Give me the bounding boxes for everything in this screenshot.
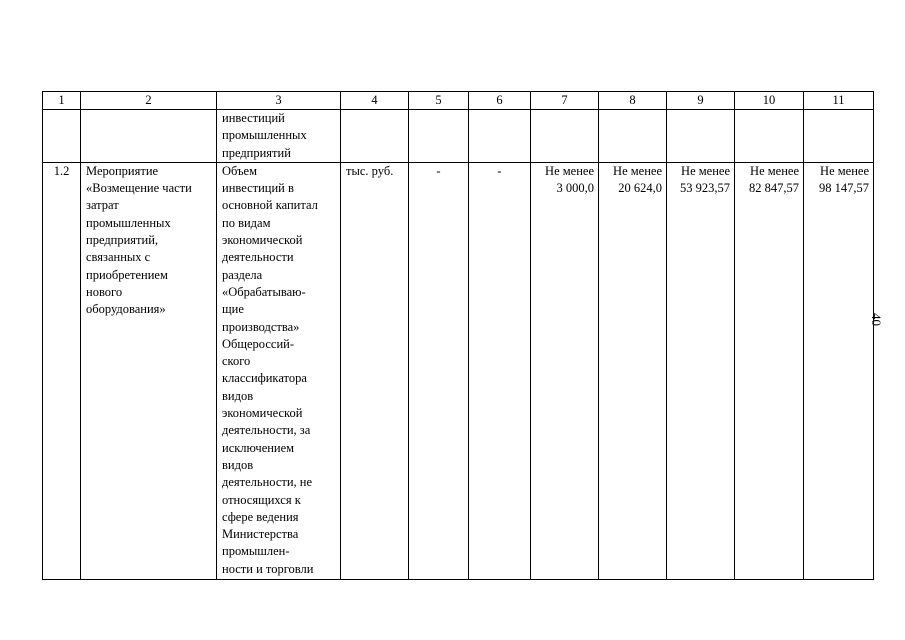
text-line: промышлен- — [222, 544, 290, 559]
value-label: Не менее — [750, 163, 799, 178]
value-cell — [667, 162, 735, 579]
text-line: экономической — [222, 406, 303, 421]
text-line: инвестиций в — [222, 181, 294, 196]
value-cell — [735, 162, 804, 579]
text-line: Объем — [222, 163, 257, 178]
row-number-cell: 1.2 — [43, 162, 81, 579]
header-cell: 7 — [531, 92, 599, 110]
value-label: Не менее — [820, 163, 869, 178]
text-line: деятельности — [222, 250, 294, 265]
text-line: экономической — [222, 233, 303, 248]
value-number: 20 624,0 — [618, 181, 662, 196]
text-line: инвестиций — [222, 111, 285, 125]
text-line: относящихся к — [222, 492, 301, 507]
header-cell: 6 — [469, 92, 531, 110]
text-line: «Обрабатываю- — [222, 284, 306, 299]
indicators-table — [42, 91, 874, 580]
table-cell — [599, 110, 667, 163]
text-line: производства» — [222, 319, 300, 334]
text-line: Мероприятие — [86, 163, 159, 178]
indicator-cell — [217, 162, 341, 579]
header-cell: 1 — [43, 92, 81, 110]
text-line: раздела — [222, 267, 263, 282]
table-cell — [531, 110, 599, 163]
table-cell — [469, 110, 531, 163]
value-number: 82 847,57 — [749, 181, 799, 196]
text-line: по видам — [222, 215, 271, 230]
text-line: ности и торговли — [222, 561, 314, 576]
header-cell: 2 — [81, 92, 217, 110]
value-number: 53 923,57 — [680, 181, 730, 196]
text-line: предприятий — [222, 145, 291, 160]
text-line: видов — [222, 388, 254, 403]
header-cell: 4 — [341, 92, 409, 110]
table-cell — [667, 110, 735, 163]
indicator-continuation-cell — [217, 110, 341, 163]
value-label: Не менее — [545, 163, 594, 178]
text-line: сфере ведения — [222, 509, 299, 524]
value-cell — [804, 162, 874, 579]
text-line: затрат — [86, 198, 119, 213]
text-line: Министерства — [222, 527, 299, 542]
header-cell: 9 — [667, 92, 735, 110]
header-cell: 11 — [804, 92, 874, 110]
table-cell: - — [409, 162, 469, 579]
value-label: Не менее — [613, 163, 662, 178]
measure-name-cell — [81, 162, 217, 579]
text-line: связанных с — [86, 250, 151, 265]
text-line: классификатора — [222, 371, 307, 386]
header-cell: 3 — [217, 92, 341, 110]
data-table-container — [42, 91, 873, 580]
table-cell: - — [469, 162, 531, 579]
value-cell — [599, 162, 667, 579]
table-cell — [43, 110, 81, 163]
text-line: промышленных — [222, 128, 307, 143]
value-number: 98 147,57 — [819, 181, 869, 196]
text-line: деятельности, не — [222, 475, 313, 490]
table-cell — [81, 110, 217, 163]
text-line: Общероссий- — [222, 336, 295, 351]
table-cell — [735, 110, 804, 163]
table-cell — [409, 110, 469, 163]
page-number: 40 — [869, 313, 884, 326]
unit-cell: тыс. руб. — [341, 162, 409, 579]
continuation-row — [43, 110, 874, 163]
text-line: нового — [86, 284, 123, 299]
text-line: основной капитал — [222, 198, 318, 213]
text-line: видов — [222, 457, 254, 472]
header-row — [43, 92, 874, 110]
value-cell — [531, 162, 599, 579]
value-label: Не менее — [681, 163, 730, 178]
table-row — [43, 162, 874, 579]
text-line: предприятий, — [86, 233, 159, 248]
text-line: приобретением — [86, 267, 168, 282]
header-cell: 8 — [599, 92, 667, 110]
text-line: щие — [222, 302, 244, 317]
header-cell: 5 — [409, 92, 469, 110]
text-line: деятельности, за — [222, 423, 311, 438]
header-cell: 10 — [735, 92, 804, 110]
table-cell — [341, 110, 409, 163]
text-line: ского — [222, 354, 251, 369]
text-line: промышленных — [86, 215, 171, 230]
text-line: «Возмещение части — [86, 181, 192, 196]
text-line: оборудования» — [86, 302, 166, 317]
table-cell — [804, 110, 874, 163]
text-line: исключением — [222, 440, 295, 455]
value-number: 3 000,0 — [556, 181, 594, 196]
